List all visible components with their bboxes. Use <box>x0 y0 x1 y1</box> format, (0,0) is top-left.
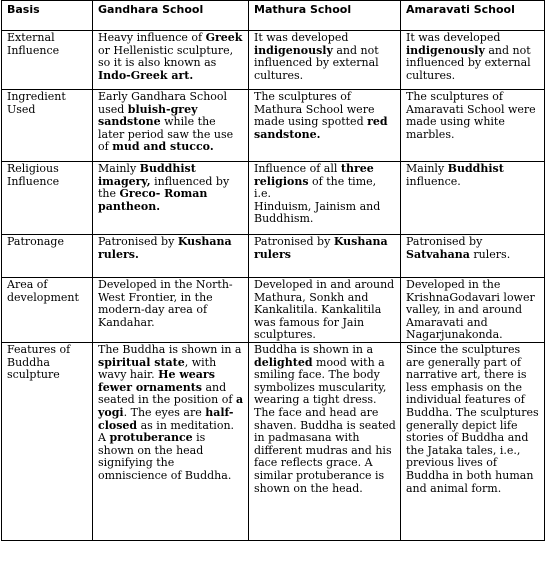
amaravati-cell <box>401 31 545 90</box>
amaravati-cell <box>401 278 545 343</box>
header-basis: Basis <box>2 1 93 31</box>
cell-text: influenced by the <box>98 174 230 201</box>
emphasis-text: Satvahana <box>406 247 470 261</box>
emphasis-text: spiritual state <box>98 355 185 369</box>
table-row-ingredient-used <box>2 90 545 162</box>
table-row-patronage <box>2 235 545 278</box>
cell-text: Developed in the North-West Frontier, in the modern-day area of Kandahar. <box>98 278 233 329</box>
cell-text: Since the sculptures are generally part of narrative art, there is less emphasis on the individual features of Buddha. The sculptures generally depict life stories of Buddha and the Jataka tales, i.e., previous lives of Buddha in both human and animal form. <box>406 342 539 495</box>
gandhara-cell <box>93 90 249 162</box>
cell-text: Developed in the KrishnaGodavari lower valley, in and around Amaravati and Nagarjunakonda. <box>406 278 535 342</box>
emphasis-text: delighted <box>254 355 313 369</box>
cell-text: Developed in and around Mathura, Sonkh and Kankalitila. Kankalitila was famous for Jain sculptures. <box>254 278 395 342</box>
cell-text: of the time, i.e. <box>254 174 377 201</box>
basis-cell: Religious Influence <box>2 162 93 235</box>
header-gandhara-school: Gandhara School <box>93 1 249 31</box>
cell-text: Early Gandhara School used <box>98 90 228 116</box>
basis-cell: Patronage <box>2 235 93 278</box>
amaravati-cell <box>401 90 545 162</box>
table-row-external-influence <box>2 31 545 90</box>
cell-text: The sculptures of Amaravati School were made using white marbles. <box>406 90 536 141</box>
table-header <box>2 1 545 31</box>
emphasis-text: mud and stucco. <box>112 140 214 154</box>
mathura-cell <box>249 342 401 540</box>
table-row-area-of-development <box>2 278 545 343</box>
emphasis-text: red sandstone. <box>254 115 388 141</box>
emphasis-text: a yogi <box>98 393 244 419</box>
gandhara-cell <box>93 31 249 90</box>
mathura-cell <box>249 90 401 162</box>
cell-text: influence. <box>406 174 461 188</box>
gandhara-cell <box>93 235 249 278</box>
emphasis-text: half-closed <box>98 405 234 432</box>
cell-text: Patronised by <box>254 235 334 248</box>
cell-text: Heavy influence of <box>98 31 206 44</box>
amaravati-cell <box>401 342 545 540</box>
emphasis-text: Buddhist imagery, <box>98 162 196 188</box>
mathura-cell <box>249 235 401 278</box>
emphasis-text: Kushana rulers. <box>98 235 232 261</box>
mathura-cell <box>249 31 401 90</box>
cell-text: as in meditation. A <box>98 418 235 445</box>
amaravati-cell <box>401 162 545 235</box>
table-row-religious-influence <box>2 162 545 235</box>
cell-text: and not influenced by external cultures. <box>406 43 531 82</box>
gandhara-cell <box>93 278 249 343</box>
cell-text: is shown on the head signifying the omniscience of Buddha. <box>98 431 232 482</box>
cell-text: Mainly <box>406 162 448 175</box>
cell-text: The sculptures of Mathura School were made using spotted <box>254 90 375 129</box>
comparison-table <box>1 0 545 541</box>
header-row <box>2 1 545 31</box>
mathura-cell <box>249 278 401 343</box>
amaravati-cell <box>401 235 545 278</box>
cell-text: Mainly <box>98 162 140 175</box>
emphasis-text: Buddhist <box>447 162 504 175</box>
basis-cell: Area of development <box>2 278 93 343</box>
gandhara-cell <box>93 342 249 540</box>
emphasis-text: three religions <box>254 162 374 188</box>
mathura-cell <box>249 162 401 235</box>
cell-text: mood with a smiling face. The body symbolizes muscularity, wearing a tight dress. The face and head are shaven. Buddha is seated in padmasana with different mudras and his face reflects grace. A similar protuberance is shown on the head. <box>254 355 396 495</box>
cell-text: and not influenced by external cultures. <box>254 43 379 82</box>
cell-text: and seated in the position of <box>98 380 236 407</box>
cell-text: Hinduism, Jainism and Buddhism. <box>254 199 381 226</box>
cell-text: while the later period saw the use of <box>98 115 234 154</box>
table-row-features-of-buddha-sculpture <box>2 342 545 540</box>
emphasis-text: Greek <box>205 31 243 44</box>
cell-text: , with wavy hair. <box>98 355 217 382</box>
cell-text: or Hellenistic sculpture, so it is also known as <box>98 43 234 70</box>
emphasis-text: Greco- Roman pantheon. <box>98 187 208 213</box>
basis-cell: Ingredient Used <box>2 90 93 162</box>
emphasis-text: indigenously <box>254 43 333 57</box>
cell-text: It was developed <box>254 31 349 44</box>
cell-text: rulers. <box>469 247 511 261</box>
emphasis-text: bluish-grey sandstone <box>98 102 198 129</box>
cell-text: The Buddha is shown in a <box>98 342 242 356</box>
cell-text: Influence of all <box>254 162 341 175</box>
header-amaravati-school: Amaravati School <box>401 1 545 31</box>
emphasis-text: He wears fewer ornaments <box>98 368 215 394</box>
emphasis-text: Indo-Greek art. <box>98 68 194 82</box>
cell-text: . The eyes are <box>123 405 206 419</box>
emphasis-text: Kushana rulers <box>254 235 388 261</box>
table-body <box>2 31 545 541</box>
basis-cell: External Influence <box>2 31 93 90</box>
basis-cell: Features of Buddha sculpture <box>2 342 93 540</box>
header-mathura-school: Mathura School <box>249 1 401 31</box>
cell-text: Patronised by <box>406 235 483 248</box>
cell-text: Buddha is shown in a <box>254 342 374 356</box>
gandhara-cell <box>93 162 249 235</box>
emphasis-text: indigenously <box>406 43 485 57</box>
cell-text: It was developed <box>406 31 501 44</box>
cell-text: Patronised by <box>98 235 178 248</box>
emphasis-text: protuberance <box>109 431 193 445</box>
